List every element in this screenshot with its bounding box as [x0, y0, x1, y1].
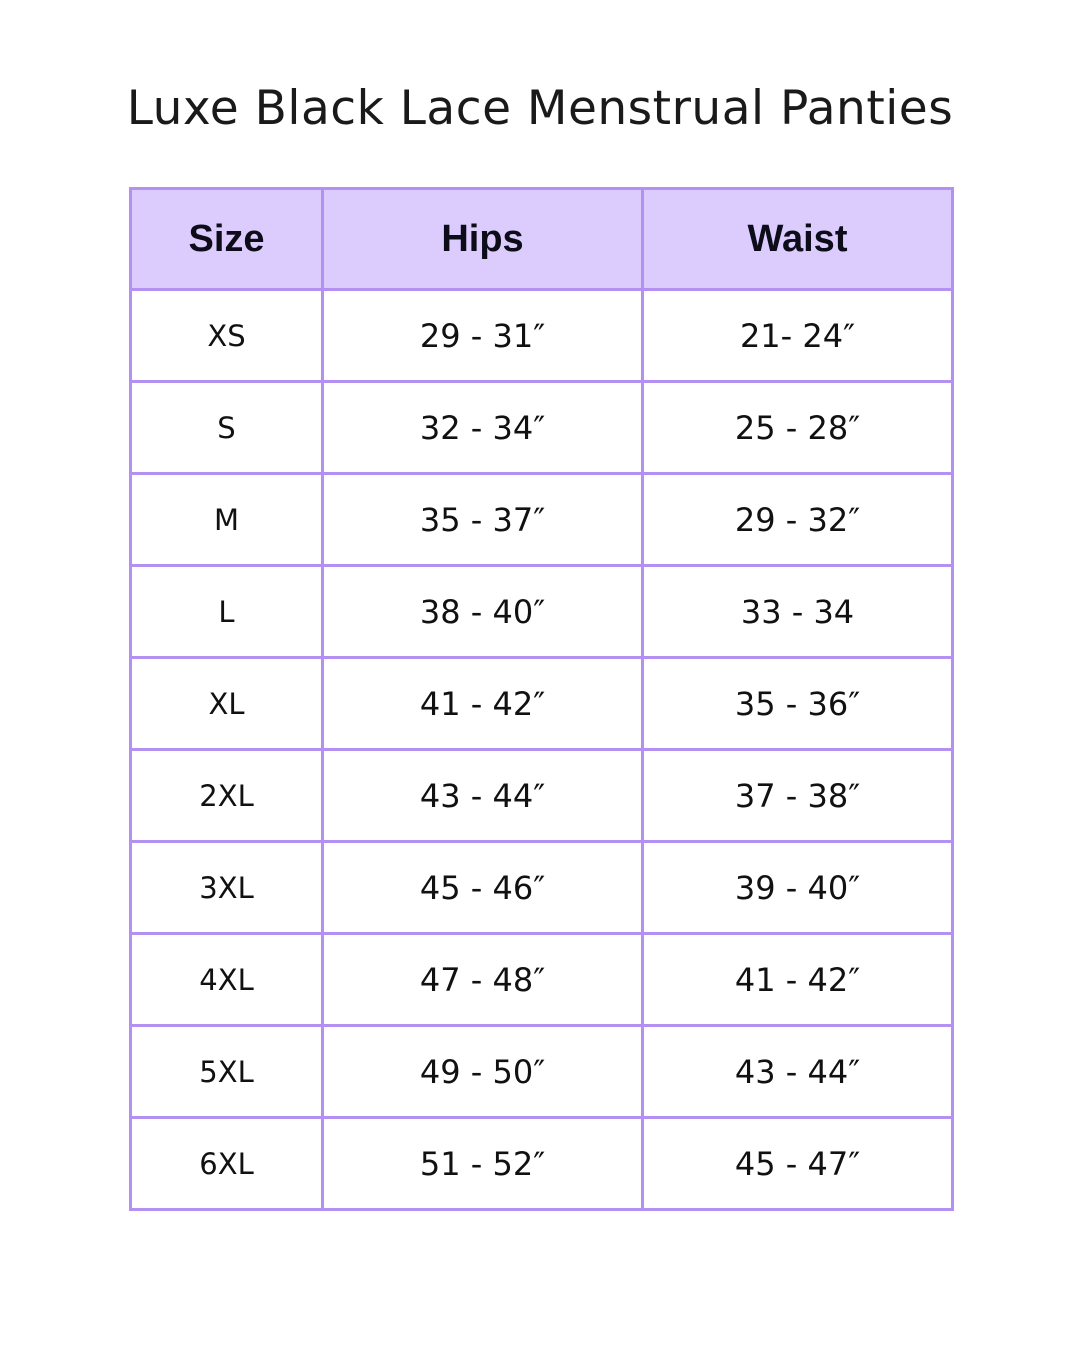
size-cell: L — [131, 566, 323, 658]
table-row — [131, 382, 953, 474]
waist-cell: 29 - 32″ — [643, 474, 953, 566]
waist-cell: 37 - 38″ — [643, 750, 953, 842]
column-header-waist: Waist — [643, 189, 953, 290]
table-row — [131, 1026, 953, 1118]
size-cell: 2XL — [131, 750, 323, 842]
size-cell: S — [131, 382, 323, 474]
hips-cell: 32 - 34″ — [323, 382, 643, 474]
waist-cell: 33 - 34 — [643, 566, 953, 658]
hips-cell: 29 - 31″ — [323, 290, 643, 382]
column-header-hips: Hips — [323, 189, 643, 290]
table-row — [131, 842, 953, 934]
size-cell: XS — [131, 290, 323, 382]
size-cell: 3XL — [131, 842, 323, 934]
waist-cell: 45 - 47″ — [643, 1118, 953, 1210]
waist-cell: 25 - 28″ — [643, 382, 953, 474]
size-cell: 5XL — [131, 1026, 323, 1118]
table-row — [131, 658, 953, 750]
table-row — [131, 1118, 953, 1210]
size-cell: M — [131, 474, 323, 566]
hips-cell: 38 - 40″ — [323, 566, 643, 658]
hips-cell: 51 - 52″ — [323, 1118, 643, 1210]
hips-cell: 49 - 50″ — [323, 1026, 643, 1118]
size-cell: XL — [131, 658, 323, 750]
table-row — [131, 290, 953, 382]
size-cell: 6XL — [131, 1118, 323, 1210]
table-row — [131, 474, 953, 566]
waist-cell: 21- 24″ — [643, 290, 953, 382]
size-cell: 4XL — [131, 934, 323, 1026]
waist-cell: 43 - 44″ — [643, 1026, 953, 1118]
waist-cell: 39 - 40″ — [643, 842, 953, 934]
table-row — [131, 750, 953, 842]
waist-cell: 35 - 36″ — [643, 658, 953, 750]
page-title: Luxe Black Lace Menstrual Panties — [126, 81, 954, 136]
hips-cell: 45 - 46″ — [323, 842, 643, 934]
hips-cell: 47 - 48″ — [323, 934, 643, 1026]
hips-cell: 41 - 42″ — [323, 658, 643, 750]
size-chart-table — [129, 187, 954, 1211]
table-header-row — [131, 189, 953, 290]
table-row — [131, 934, 953, 1026]
hips-cell: 35 - 37″ — [323, 474, 643, 566]
column-header-size: Size — [131, 189, 323, 290]
waist-cell: 41 - 42″ — [643, 934, 953, 1026]
hips-cell: 43 - 44″ — [323, 750, 643, 842]
table-row — [131, 566, 953, 658]
